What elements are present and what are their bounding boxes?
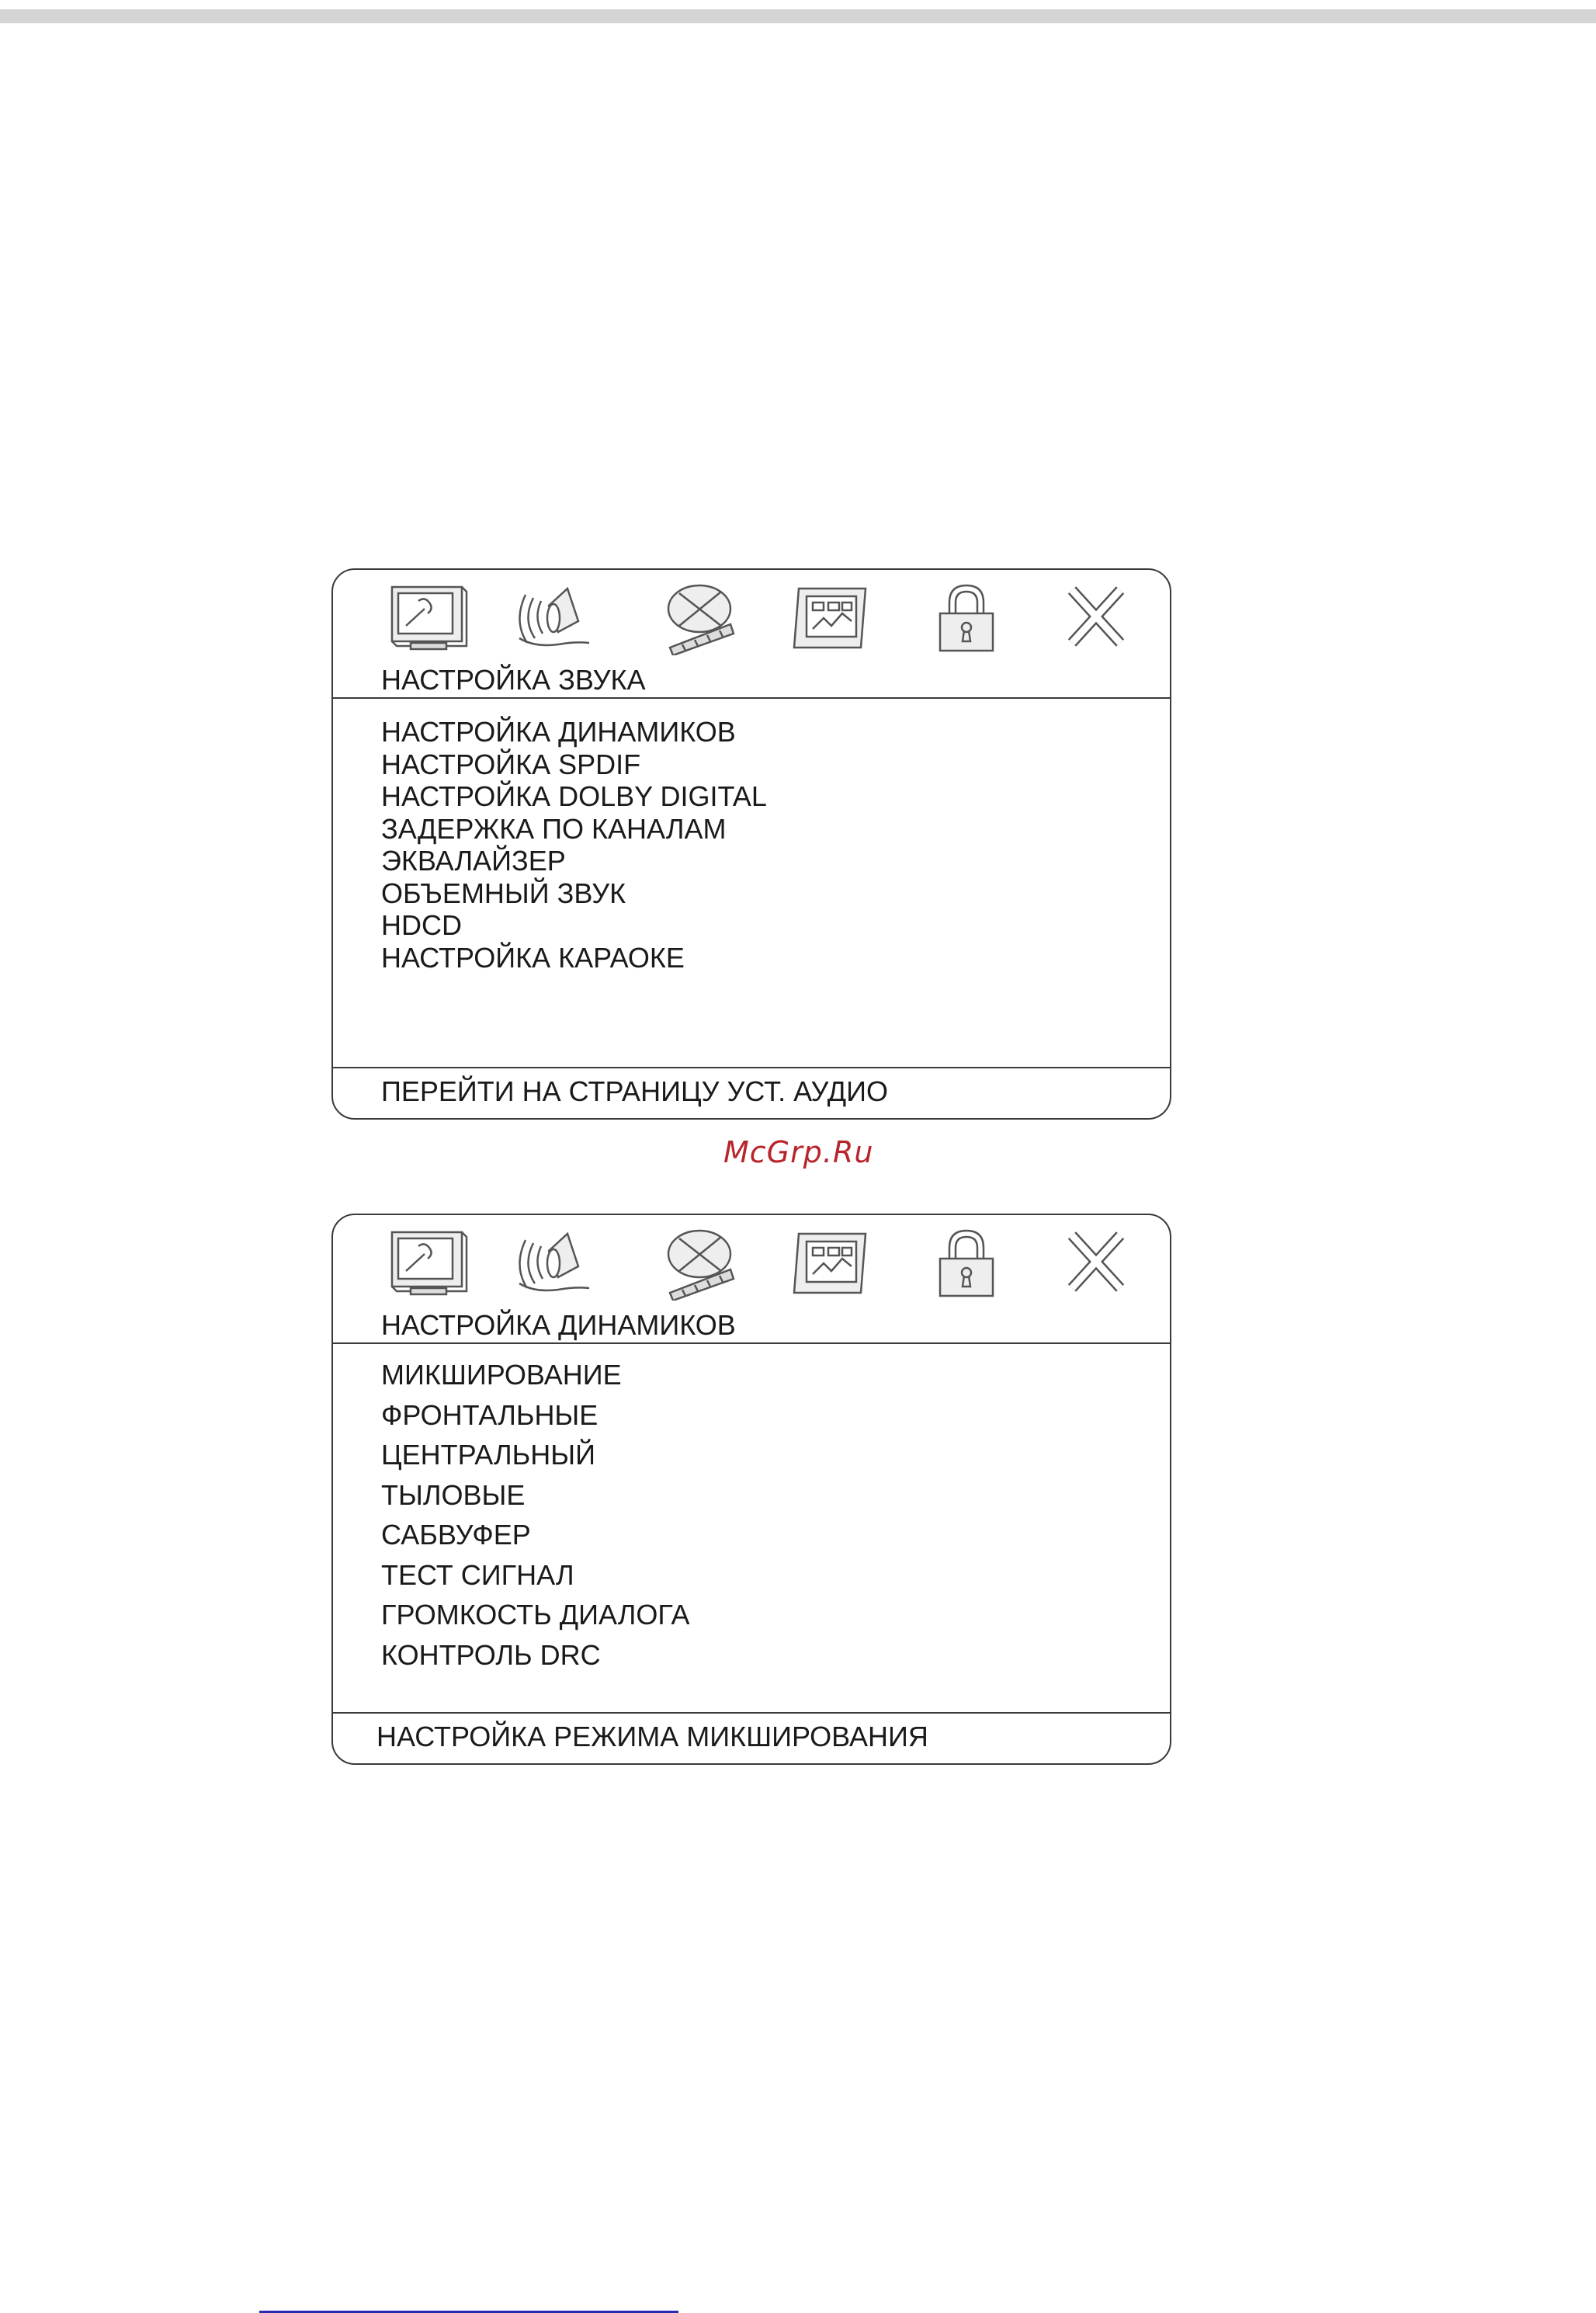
menu-item-surround-sound[interactable]: ОБЪЕМНЫЙ ЗВУК — [381, 877, 626, 909]
menu-item-downmix[interactable]: МИКШИРОВАНИЕ — [381, 1359, 622, 1391]
menu-item-equalizer[interactable]: ЭКВАЛАЙЗЕР — [381, 845, 566, 877]
menu-item-drc-control[interactable]: КОНТРОЛЬ DRC — [381, 1638, 601, 1671]
menu-item-front-speakers[interactable]: ФРОНТАЛЬНЫЕ — [381, 1398, 598, 1431]
picture-setup-icon[interactable] — [387, 1223, 470, 1301]
menu-item-subwoofer[interactable]: САБВУФЕР — [381, 1519, 531, 1551]
menu-item-test-tone[interactable]: ТЕСТ СИГНАЛ — [381, 1558, 574, 1591]
audio-setup-menu — [381, 716, 767, 974]
picture-setup-icon[interactable] — [387, 578, 470, 655]
setup-icon-bar — [333, 1215, 1170, 1308]
title-divider — [333, 697, 1170, 699]
preferences-icon[interactable] — [791, 578, 873, 655]
menu-item-rear-speakers[interactable]: ТЫЛОВЫЕ — [381, 1478, 526, 1511]
title-divider — [333, 1342, 1170, 1344]
menu-item-speaker-setup[interactable]: НАСТРОЙКА ДИНАМИКОВ — [381, 716, 736, 748]
menu-item-karaoke-setup[interactable]: НАСТРОЙКА КАРАОКЕ — [381, 941, 685, 974]
audio-setup-icon[interactable] — [513, 578, 595, 655]
exit-icon[interactable] — [1055, 1223, 1137, 1301]
menu-item-spdif-setup[interactable]: НАСТРОЙКА SPDIF — [381, 748, 641, 780]
audio-setup-icon[interactable] — [513, 1223, 595, 1301]
panel-title: НАСТРОЙКА ДИНАМИКОВ — [381, 1309, 736, 1341]
exit-icon[interactable] — [1055, 578, 1137, 655]
menu-item-channel-delay[interactable]: ЗАДЕРЖКА ПО КАНАЛАМ — [381, 812, 727, 845]
preferences-icon[interactable] — [791, 1223, 873, 1301]
watermark: McGrp.Ru — [723, 1135, 874, 1169]
menu-item-dialog-volume[interactable]: ГРОМКОСТЬ ДИАЛОГА — [381, 1599, 690, 1631]
menu-item-dolby-digital-setup[interactable]: НАСТРОЙКА DOLBY DIGITAL — [381, 780, 767, 812]
footer-divider — [333, 1067, 1170, 1068]
setup-icon-bar — [333, 570, 1170, 663]
panel-footer-hint: НАСТРОЙКА РЕЖИМА МИКШИРОВАНИЯ — [376, 1721, 928, 1752]
menu-item-center-speaker[interactable]: ЦЕНТРАЛЬНЫЙ — [381, 1439, 596, 1471]
footer-divider — [333, 1712, 1170, 1714]
menu-item-hdcd[interactable]: HDCD — [381, 909, 462, 941]
speaker-setup-panel — [331, 1214, 1171, 1765]
password-lock-icon[interactable] — [925, 578, 1007, 655]
audio-setup-panel — [331, 568, 1171, 1120]
password-lock-icon[interactable] — [925, 1223, 1007, 1301]
panel-footer-hint: ПЕРЕЙТИ НА СТРАНИЦУ УСТ. АУДИО — [381, 1075, 889, 1107]
speaker-setup-menu — [381, 1355, 689, 1675]
video-setup-icon[interactable] — [659, 1223, 741, 1301]
video-setup-icon[interactable] — [659, 578, 741, 655]
top-rule — [0, 9, 1596, 23]
panel-title: НАСТРОЙКА ЗВУКА — [381, 664, 646, 696]
